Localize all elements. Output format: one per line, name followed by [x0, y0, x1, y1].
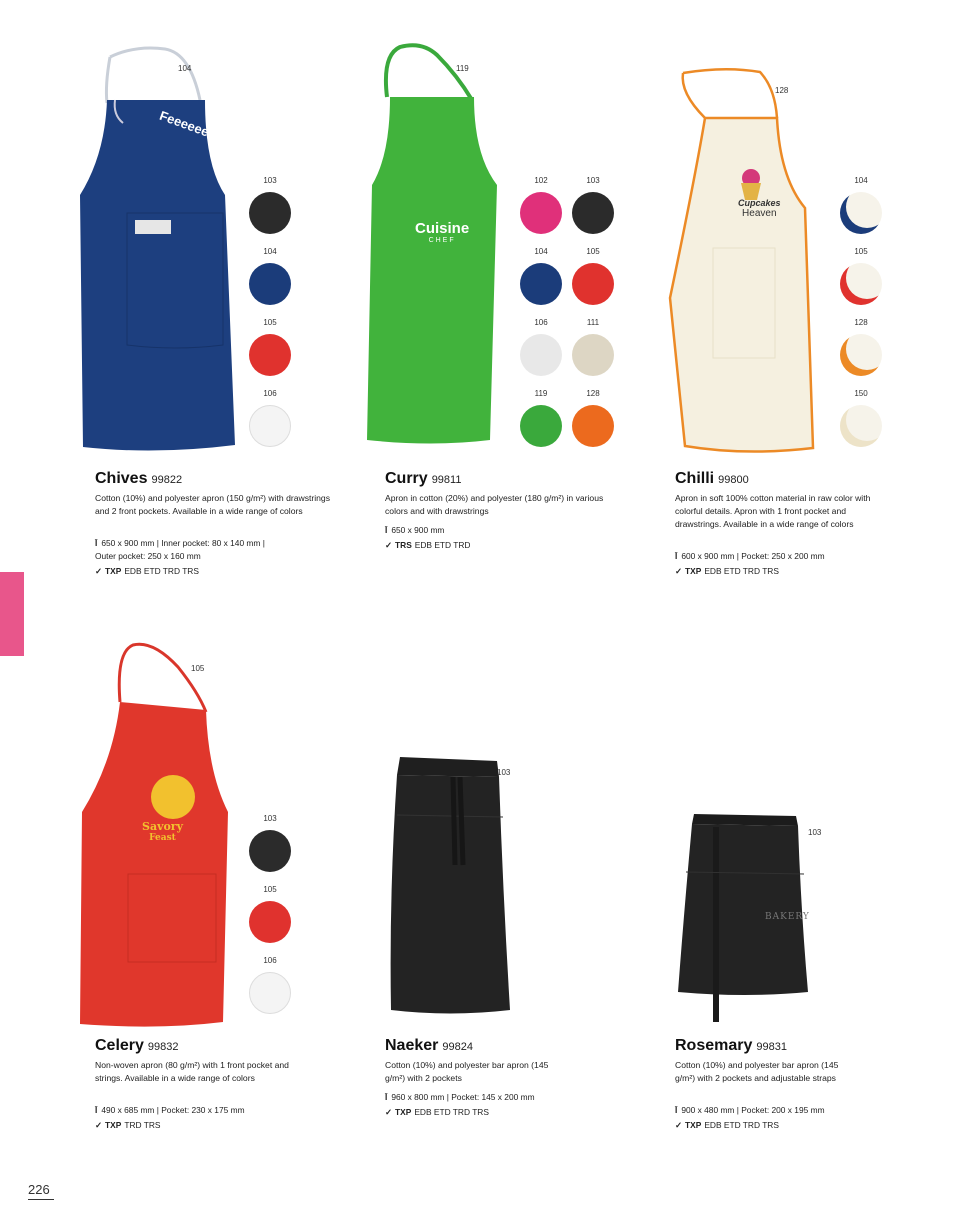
curry-swatch[interactable]: [572, 405, 614, 447]
ruler-icon: Ī: [385, 525, 388, 535]
curry-description: Apron in cotton (20%) and polyester (180 g/m²) in various colors and with drawstrings: [385, 493, 604, 516]
celery-title: Celery 99832: [95, 1037, 179, 1054]
celery-swatch-label: 106: [263, 956, 277, 965]
chilli-swatch-label: 128: [854, 318, 868, 327]
naeker-dimensions: Ī 960 x 800 mm | Pocket: 145 x 200 mm: [385, 1092, 535, 1102]
pen-icon: ✓: [95, 566, 103, 576]
celery-swatch-label: 103: [263, 814, 277, 823]
chilli-dimensions: Ī 600 x 900 mm | Pocket: 250 x 200 mm: [675, 551, 825, 561]
curry-swatch-label: 119: [534, 389, 548, 398]
rosemary-description: Cotton (10%) and polyester bar apron (145 g/m²) with 2 pockets and adjustable straps: [675, 1060, 839, 1083]
chives-description: Cotton (10%) and polyester apron (150 g/m²) with drawstrings and 2 front pockets. Available in a wide range of colors: [95, 493, 331, 516]
chilli-logo: Cupcakes Heaven: [738, 198, 781, 219]
chilli-swatch[interactable]: [840, 192, 882, 234]
celery-apron-code: 105: [191, 664, 205, 673]
curry-swatch-label: 128: [586, 389, 600, 398]
rosemary-title: Rosemary 99831: [675, 1037, 787, 1054]
celery-swatch[interactable]: [249, 830, 291, 872]
curry-swatch[interactable]: [520, 334, 562, 376]
chilli-swatch-label: 105: [854, 247, 868, 256]
chives-swatch-label: 104: [263, 247, 277, 256]
ruler-icon: Ī: [385, 1092, 388, 1102]
chilli-print-techniques: ✓ TXP EDB ETD TRD TRS: [675, 566, 779, 576]
naeker-apron-code: 103: [497, 768, 511, 777]
chives-swatch[interactable]: [249, 405, 291, 447]
naeker-print-techniques: ✓ TXP EDB ETD TRD TRS: [385, 1107, 489, 1117]
chives-apron-image: [75, 45, 235, 455]
curry-swatch[interactable]: [520, 192, 562, 234]
curry-swatch[interactable]: [572, 334, 614, 376]
pen-icon: ✓: [675, 1120, 683, 1130]
curry-title: Curry 99811: [385, 470, 462, 487]
curry-print-techniques: ✓ TRS EDB ETD TRD: [385, 540, 471, 550]
chives-dimensions: Ī 650 x 900 mm | Inner pocket: 80 x 140 mm | Outer pocket: 250 x 160 mm: [95, 538, 265, 561]
chives-logo: Feeeeeeeed: [157, 107, 233, 148]
rosemary-logo: BAKERY: [765, 912, 810, 922]
section-tab: [0, 572, 24, 656]
chilli-description: Apron in soft 100% cotton material in raw color with colorful details. Apron with 1 front pocket and drawstrings. Available in a wide range of colors: [675, 493, 871, 529]
curry-swatch-label: 105: [586, 247, 600, 256]
celery-description: Non-woven apron (80 g/m²) with 1 front pocket and strings. Available in a wide range of colors: [95, 1060, 289, 1083]
pen-icon: ✓: [95, 1120, 103, 1130]
curry-swatch-label: 111: [586, 318, 600, 327]
rosemary-dimensions: Ī 900 x 480 mm | Pocket: 200 x 195 mm: [675, 1105, 825, 1115]
naeker-apron-image: [385, 755, 515, 1020]
chilli-swatch-label: 150: [854, 389, 868, 398]
page-number-underline: [28, 1199, 54, 1200]
chives-swatch[interactable]: [249, 263, 291, 305]
chives-swatch[interactable]: [249, 334, 291, 376]
curry-apron-code: 119: [456, 64, 469, 73]
rosemary-print-techniques: ✓ TXP EDB ETD TRD TRS: [675, 1120, 779, 1130]
chives-apron-code: 104: [178, 64, 192, 73]
chives-swatch-label: 103: [263, 176, 277, 185]
chilli-swatch[interactable]: [840, 334, 882, 376]
curry-swatch-label: 103: [586, 176, 600, 185]
celery-swatch[interactable]: [249, 901, 291, 943]
chives-swatch[interactable]: [249, 192, 291, 234]
chilli-swatch[interactable]: [840, 405, 882, 447]
chives-title: Chives 99822: [95, 470, 183, 487]
celery-dimensions: Ī 490 x 685 mm | Pocket: 230 x 175 mm: [95, 1105, 245, 1115]
chilli-apron-image: [665, 68, 835, 460]
ruler-icon: Ī: [675, 551, 678, 561]
pen-icon: ✓: [385, 1107, 393, 1117]
curry-dimensions: Ī 650 x 900 mm: [385, 525, 445, 535]
chilli-title: Chilli 99800: [675, 470, 749, 487]
curry-swatch[interactable]: [572, 263, 614, 305]
ruler-icon: Ī: [675, 1105, 678, 1115]
ruler-icon: Ī: [95, 538, 98, 548]
chilli-swatch-label: 104: [854, 176, 868, 185]
curry-swatch[interactable]: [520, 263, 562, 305]
ruler-icon: Ī: [95, 1105, 98, 1115]
celery-print-techniques: ✓ TXP TRD TRS: [95, 1120, 161, 1130]
curry-swatch-label: 102: [534, 176, 548, 185]
chilli-apron-code: 128: [775, 86, 789, 95]
pen-icon: ✓: [385, 540, 393, 550]
chives-print-techniques: ✓ TXP EDB ETD TRD TRS: [95, 566, 199, 576]
curry-swatch[interactable]: [572, 192, 614, 234]
curry-swatch[interactable]: [520, 405, 562, 447]
celery-logo: Savory Feast: [142, 820, 183, 843]
page-number: 226: [28, 1182, 50, 1197]
pen-icon: ✓: [675, 566, 683, 576]
curry-logo: Cuisine CHEF: [415, 220, 470, 244]
curry-apron-image: [362, 45, 512, 450]
curry-swatch-label: 104: [534, 247, 548, 256]
celery-swatch[interactable]: [249, 972, 291, 1014]
curry-swatch-label: 106: [534, 318, 548, 327]
naeker-description: Cotton (10%) and polyester bar apron (145 g/m²) with 2 pockets: [385, 1060, 549, 1083]
chilli-swatch[interactable]: [840, 263, 882, 305]
celery-swatch-label: 105: [263, 885, 277, 894]
chives-swatch-label: 106: [263, 389, 277, 398]
rosemary-apron-code: 103: [808, 828, 822, 837]
chives-swatch-label: 105: [263, 318, 277, 327]
naeker-title: Naeker 99824: [385, 1037, 473, 1054]
